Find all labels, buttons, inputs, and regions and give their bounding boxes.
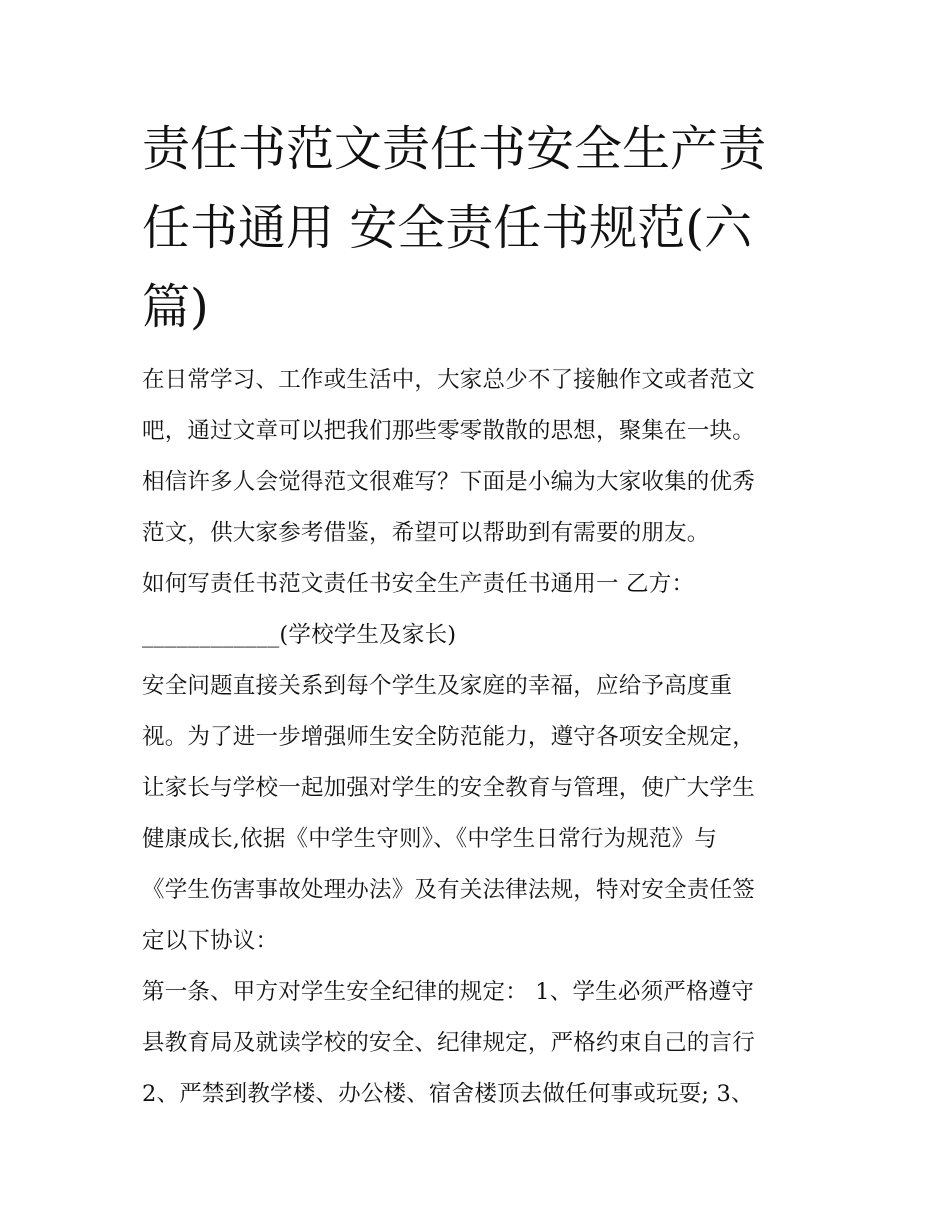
article-line: 第一条、甲方对学生安全纪律的规定： 1、学生必须严格遵守 xyxy=(142,979,755,1005)
intro-line: 吧，通过文章可以把我们那些零零散散的思想，聚集在一块。 xyxy=(142,418,755,444)
document-body xyxy=(142,355,822,1120)
paragraph-line: 视。为了进一步增强师生安全防范能力，遵守各项安全规定， xyxy=(142,724,755,750)
section-heading-line: 如何写责任书范文责任书安全生产责任书通用一 乙方： xyxy=(142,571,695,597)
title-line: 任书通用 安全责任书规范(六 xyxy=(142,200,752,256)
intro-line: 相信许多人会觉得范文很难写？下面是小编为大家收集的优秀 xyxy=(142,469,755,495)
title-line: 责任书范文责任书安全生产责 xyxy=(142,121,767,177)
document-page xyxy=(142,110,822,1120)
title-line: 篇) xyxy=(142,279,209,335)
article-line: 县教育局及就读学校的安全、纪律规定，严格约束自己的言行 xyxy=(142,1030,755,1056)
document-title xyxy=(142,110,822,347)
paragraph-line: 让家长与学校一起加强对学生的安全教育与管理，使广大学生 xyxy=(142,775,755,801)
intro-line: 在日常学习、工作或生活中，大家总少不了接触作文或者范文 xyxy=(142,367,755,393)
intro-line: 范文，供大家参考借鉴，希望可以帮助到有需要的朋友。 xyxy=(142,520,710,546)
paragraph-line: 定以下协议： xyxy=(142,928,279,954)
article-line: 2、严禁到教学楼、办公楼、宿舍楼顶去做任何事或玩耍; 3、 xyxy=(142,1081,754,1107)
party-b-line: ____________(学校学生及家长) xyxy=(142,622,457,648)
paragraph-line: 安全问题直接关系到每个学生及家庭的幸福，应给予高度重 xyxy=(142,673,733,699)
paragraph-line: 健康成长,依据《中学生守则》、《中学生日常行为规范》与 xyxy=(142,826,718,852)
paragraph-line: 《学生伤害事故处理办法》及有关法律法规，特对安全责任签 xyxy=(142,877,755,903)
